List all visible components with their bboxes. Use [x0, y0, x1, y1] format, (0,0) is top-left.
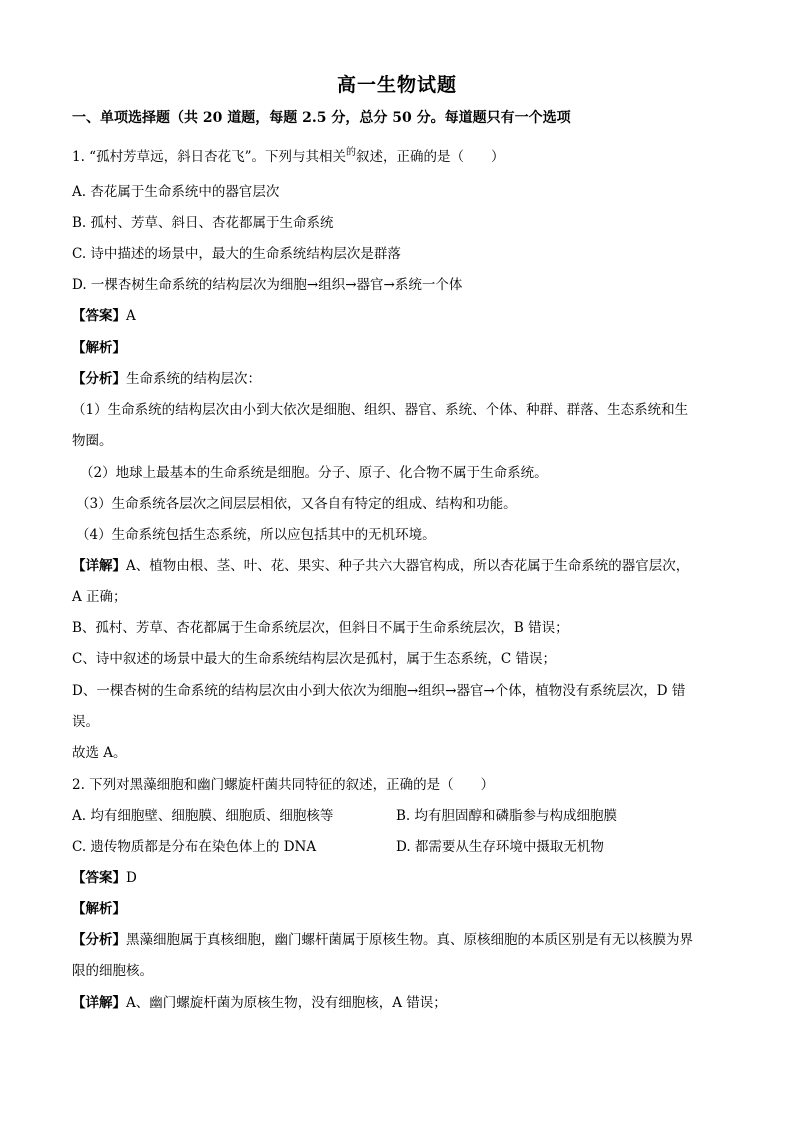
question-1-xiangjie-a-line2: A 正确；: [72, 589, 127, 605]
xiangjie-tag: 【详解】: [72, 558, 126, 574]
fenxi-point-4: （4）生命系统包括生态系统，所以应包括其中的无机环境。: [76, 527, 436, 543]
question-2-stem: 2. 下列对黑藻细胞和幽门螺旋杆菌共同特征的叙述，正确的是（ ）: [72, 777, 495, 793]
question-1-option-b: B. 孤村、芳草、斜日、杏花都属于生命系统: [72, 215, 334, 231]
xiangjie-tag: 【详解】: [72, 995, 126, 1011]
fenxi-point-1-line2: 物圈。: [72, 433, 113, 449]
question-1-stem-part1: 1. “孤村芳草远，斜日杏花飞”。下列与其相关: [72, 149, 346, 165]
question-1-stem: [72, 148, 504, 168]
page-title: 高一生物试题: [336, 74, 457, 96]
question-2-fenxi-line1: [72, 931, 693, 949]
question-1-answer: [72, 307, 136, 325]
section-heading: 一、单项选择题（共 20 道题，每题 2.5 分，总分 50 分。每道题只有一个选项: [72, 110, 571, 126]
fenxi-tag: 【分析】: [72, 371, 126, 387]
question-2-option-c: C. 遗传物质都是分布在染色体上的 DNA: [72, 839, 317, 855]
question-1-xiangjie-c: C、诗中叙述的场景中最大的生命系统结构层次是孤村，属于生态系统，C 错误；: [72, 651, 556, 667]
answer-tag: 【答案】: [72, 308, 126, 324]
question-2-xiangjie-a: [72, 994, 447, 1012]
answer-value: A: [126, 308, 136, 324]
fenxi-point-1-line1: （1）生命系统的结构层次由小到大依次是细胞、组织、器官、系统、个体、种群、群落、生态系统和生: [72, 402, 689, 418]
question-1-conclusion: 故选 A。: [72, 745, 127, 761]
question-1-option-a: A. 杏花属于生命系统中的器官层次: [72, 184, 280, 200]
question-1-stem-raised-char: 的: [345, 147, 356, 158]
question-1-option-d: D. 一棵杏树生命系统的结构层次为细胞→组织→器官→系统一个体: [72, 277, 463, 293]
question-2-answer: [72, 869, 137, 887]
xiangjie-a-text: A、植物由根、茎、叶、花、果实、种子共六大器官构成，所以杏花属于生命系统的器官层次，: [126, 558, 690, 574]
fenxi-tag: 【分析】: [72, 932, 126, 948]
fenxi-text: 黑藻细胞属于真核细胞，幽门螺杆菌属于原核生物。真、原核细胞的本质区别是有无以核膜为界: [126, 932, 693, 948]
question-2-option-a: A. 均有细胞壁、细胞膜、细胞质、细胞核等: [72, 808, 334, 824]
question-2-option-d: D. 都需要从生存环境中摄取无机物: [396, 839, 604, 855]
question-1-xiangjie-d-line2: 误。: [72, 714, 99, 730]
question-2-analysis-tag: 【解析】: [72, 901, 126, 917]
xiangjie-a-text: A、幽门螺旋杆菌为原核生物，没有细胞核，A 错误；: [126, 995, 447, 1011]
question-1-analysis-tag: 【解析】: [72, 340, 126, 356]
question-1-xiangjie-b: B、孤村、芳草、杏花都属于生命系统层次，但斜日不属于生命系统层次，B 错误；: [72, 620, 569, 636]
question-2-fenxi-line2: 限的细胞核。: [72, 963, 153, 979]
fenxi-text: 生命系统的结构层次：: [126, 371, 261, 387]
question-1-stem-part2: 叙述，正确的是（ ）: [355, 149, 505, 165]
answer-value: D: [126, 870, 137, 886]
question-1-fenxi: [72, 370, 261, 388]
question-2-option-b: B. 均有胆固醇和磷脂参与构成细胞膜: [396, 808, 618, 824]
question-1-xiangjie-d-line1: D、一棵杏树的生命系统的结构层次由小到大依次为细胞→组织→器官→个体，植物没有系统层次，D 错: [72, 683, 686, 699]
question-1-xiangjie-a-line1: [72, 557, 689, 575]
answer-tag: 【答案】: [72, 870, 126, 886]
fenxi-point-3: （3）生命系统各层次之间层层相依，又各自有特定的组成、结构和功能。: [76, 496, 517, 512]
question-1-option-c: C. 诗中描述的场景中，最大的生命系统结构层次是群落: [72, 246, 401, 262]
fenxi-point-2: （2）地球上最基本的生命系统是细胞。分子、原子、化合物不属于生命系统。: [80, 465, 548, 481]
